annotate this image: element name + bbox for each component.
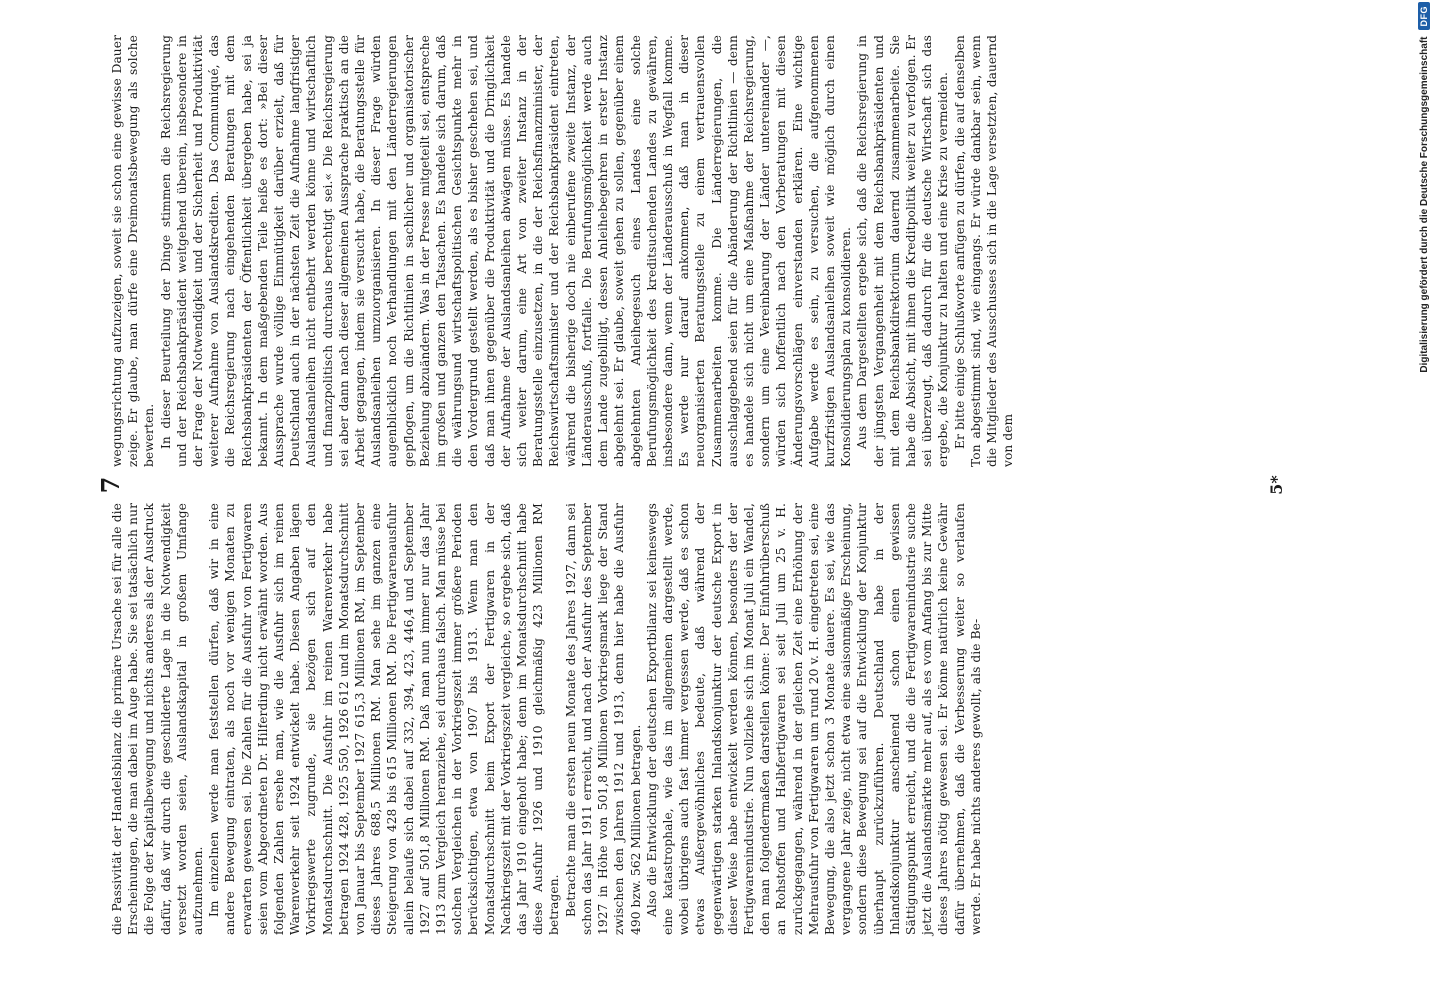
paragraph: In dieser Beurteilung der Dinge stimmen die Reichsregierung und der Reichsbankpräsident weitgehend überein, insbesondere in der Frage der Notwendigkeit und der Sicherheit und Produktivität weiterer Aufnahme von Auslandskrediten. Das Communiqué, das die Reichsregierung nach eingehenden Beratungen mit dem Reichsbankpräsidenten der Öffentlichkeit übergeben habe, sei ja bekannt. In dem maßgebenden Teile heiße es dort: »Bei dieser Aussprache wurde völlige Einmütigkeit darüber erzielt, daß für Deutschland auch in der nächsten Zeit die Aufnahme langfristiger Auslandsanleihen nicht entbehrt werden könne und wirtschaftlich und finanzpolitisch durchaus berechtigt sei.« Die Reichsregierung sei aber dann nach dieser allgemeinen Aussprache praktisch an die Arbeit gegangen, indem sie versucht habe, die Beratungsstelle für Auslandsanleihen umzuorganisieren. In dieser Frage würden augenblicklich noch Verhandlungen mit den Länderregierungen gepflogen, um die Richtlinien in sachlicher und organisatorischer Beziehung abzuändern. Was in der Presse mitgeteilt sei, entspreche im großen und ganzen den Tatsachen. Es handele sich darum, daß die währungsund wirtschaftspolitischen Gesichtspunkte mehr in den Vordergrund gestellt werden, als es bisher geschehen sei, und daß man ihnen gegenüber die Produktivität und die Dringlichkeit der Aufnahme der Auslandsanleihen abwägen müsse. Es handele sich weiter darum, eine Art von zweiter Instanz in der Beratungsstelle einzusetzen, in die der Reichsfinanzminister, der Reichswirtschaftsminister und der Reichsbankpräsident eintreten, während die bisherige doch nie einberufene zweite Instanz, der Länderausschuß, fortfalle. Die Berufungsmöglichkeit werde auch dem Lande zugebilligt, dessen Anleihebegehren in erster Instanz abgelehnt sei. Er glaube, soweit gehen zu sollen, gegenüber einem abgelehnten Anleihegesuch eines Landes eine solche Berufungsmöglichkeit des kreditsuchenden Landes zu gewähren, insbesondere dann, wenn der Länderausschuß in Wegfall komme. Es werde nur darauf ankommen, daß man in dieser neuorganisierten Beratungsstelle zu einem vertrauensvollen Zusammenarbeiten komme. Die Länderregierungen, die ausschlaggebend seien für die Abänderung der Richtlinien — denn es handele sich nicht um eine Maßnahme der Reichsregierung, sondern um eine Vereinbarung der Länder untereinander —, würden sich hoffentlich nach den Vorberatungen mit diesen Änderungsvorschlägen einverstanden erklären. Eine wichtige Aufgabe werde es sein, zu versuchen, die aufgenommenen kurzfristigen Auslandsanleihen soweit wie möglich durch einen Konsolidierungsplan zu konsolidieren.: [158, 35, 854, 467]
paragraph: Im einzelnen werde man feststellen dürfen, daß wir in eine andere Bewegung eintraten, als noch vor wenigen Monaten zu erwarten gewesen sei. Die Zahlen für die Ausfuhr von Fertigwaren seien vom Abgeordneten Dr. Hilferding nicht erwähnt worden. Aus folgenden Zahlen ersehe man, wie die Ausfuhr sich im reinen Warenverkehr seit 1924 entwickelt habe. Diesen Angaben lägen Vorkriegswerte zugrunde, sie bezögen sich auf den Monatsdurchschnitt. Die Ausfuhr im reinen Warenverkehr habe betragen 1924 428, 1925 550, 1926 612 und im Monatsdurchschnitt von Januar bis September 1927 615,3 Millionen RM, im September dieses Jahres 688,5 Millionen RM. Man sehe im ganzen eine Steigerung von 428 bis 615 Millionen RM. Die Fertigwarenausfuhr allein belaufe sich dabei auf 332, 394, 423, 446,4 und September 1927 auf 501,8 Millionen RM. Daß man nun immer nur das Jahr 1913 zum Vergleich heranziehe, sei durchaus falsch. Man müsse bei solchen Vergleichen in der Vorkriegszeit immer größere Perioden berücksichtigen, etwa von 1907 bis 1913. Wenn man den Monatsdurchschnitt beim Export der Fertigwaren in der Nachkriegszeit mit der Vorkriegszeit vergleiche, so ergebe sich, daß das Jahr 1910 eingeholt habe; denn im Monatsdurchschnitt habe diese Ausfuhr 1926 und 1910 gleichmäßig 423 Millionen RM betragen.: [207, 503, 562, 935]
rotated-page-content: [97, 35, 1287, 935]
paragraph: Also die Entwicklung der deutschen Exportbilanz sei keineswegs eine katastrophale, wie das im allgemeinen dargestellt werde, wobei übrigens auch fast immer vergessen werde, daß es schon etwas Außergewöhnliches bedeute, daß während der gegenwärtigen starken Inlandskonjunktur der deutsche Export in dieser Weise habe entwickelt werden können, besonders der der Fertigwarenindustrie. Nun vollziehe sich im Monat Juli ein Wandel, den man folgendermaßen darstellen könne: Der Einfuhrüberschuß an Rohstoffen und Halbfertigwaren sei seit Juli um 25 v. H. zurückgegangen, während in der gleichen Zeit eine Erhöhung der Mehrausfuhr von Fertigwaren um rund 20 v. H. eingetreten sei, eine Bewegung, die also jetzt schon 3 Monate dauere. Es sei, wie das vergangene Jahr zeige, nicht etwa eine saisonmäßige Erscheinung, sondern diese Bewegung sei auf die Entwicklung der Konjunktur überhaupt zurückzuführen. Deutschland habe in der Inlandskonjunktur anscheinend schon einen gewissen Sättigungspunkt erreicht, und die die Fertigwarenindustrie suche jetzt die Auslandsmärkte mehr auf, als es vom Anfang bis zur Mitte dieses Jahres nötig gewesen sei. Er könne natürlich keine Gewähr dafür übernehmen, daß die Verbesserung weiter so verlaufen werde. Er habe nichts anderes gewollt, als die Be-: [644, 503, 983, 935]
digitization-credit: [1415, 2, 1433, 992]
dfg-logo: DFG: [1418, 2, 1430, 31]
credit-text: Digitalisierung gefördert durch die Deutsche Forschungsgemeinschaft: [1418, 36, 1430, 373]
paragraph: Er bitte einige Schlußworte anfügen zu dürfen, die auf denselben Ton abgestimmt sind, wie eingangs. Er würde dankbar sein, wenn die Mitglieder des Ausschusses sich in die Lage versetzten, dauernd von dem: [952, 35, 1016, 467]
paragraph: wegungsrichtung aufzuzeigen, soweit sie schon eine gewisse Dauer zeige. Er glaube, man dürfe eine Dreimonatsbewegung als solche bewerten.: [110, 35, 157, 467]
signature-mark: 5*: [1267, 475, 1286, 495]
right-text-column: [109, 35, 1016, 467]
paragraph: die Passivität der Handelsbilanz die primäre Ursache sei für alle die Erscheinungen, die man dabei im Auge habe. Sie sei tatsächlich nur die Folge der Kapitalbewegung und nichts anderes als der Ausdruck dafür, daß wir durch die geschilderte Lage in die Notwendigkeit versetzt worden seien, Auslandskapital in großem Umfange aufzunehmen.: [110, 503, 206, 935]
page-number: 7: [96, 476, 125, 494]
paragraph: Betrachte man die ersten neun Monate des Jahres 1927, dann sei schon das Jahr 1911 erreicht, und nach der Ausfuhr des September 1927 in Höhe von 501,8 Millionen Vorkriegsmark liege der Stand zwischen den Jahren 1912 und 1913, denn hier habe die Ausfuhr 490 bzw. 562 Millionen betragen.: [563, 503, 643, 935]
left-text-column: [109, 503, 984, 935]
paragraph: Aus dem Dargestellten ergebe sich, daß die Reichsregierung in der jüngsten Vergangenheit mit dem Reichsbankpräsidenten und mit dem Reichsbankdirektorium dauernd zusammenarbeite. Sie habe die Absicht, mit ihnen die Kreditpolitik weiter zu verfolgen. Er sei überzeugt, daß dadurch für die deutsche Wirtschaft sich das ergebe, die Konjunktur zu halten und eine Krise zu vermeiden.: [855, 35, 951, 467]
